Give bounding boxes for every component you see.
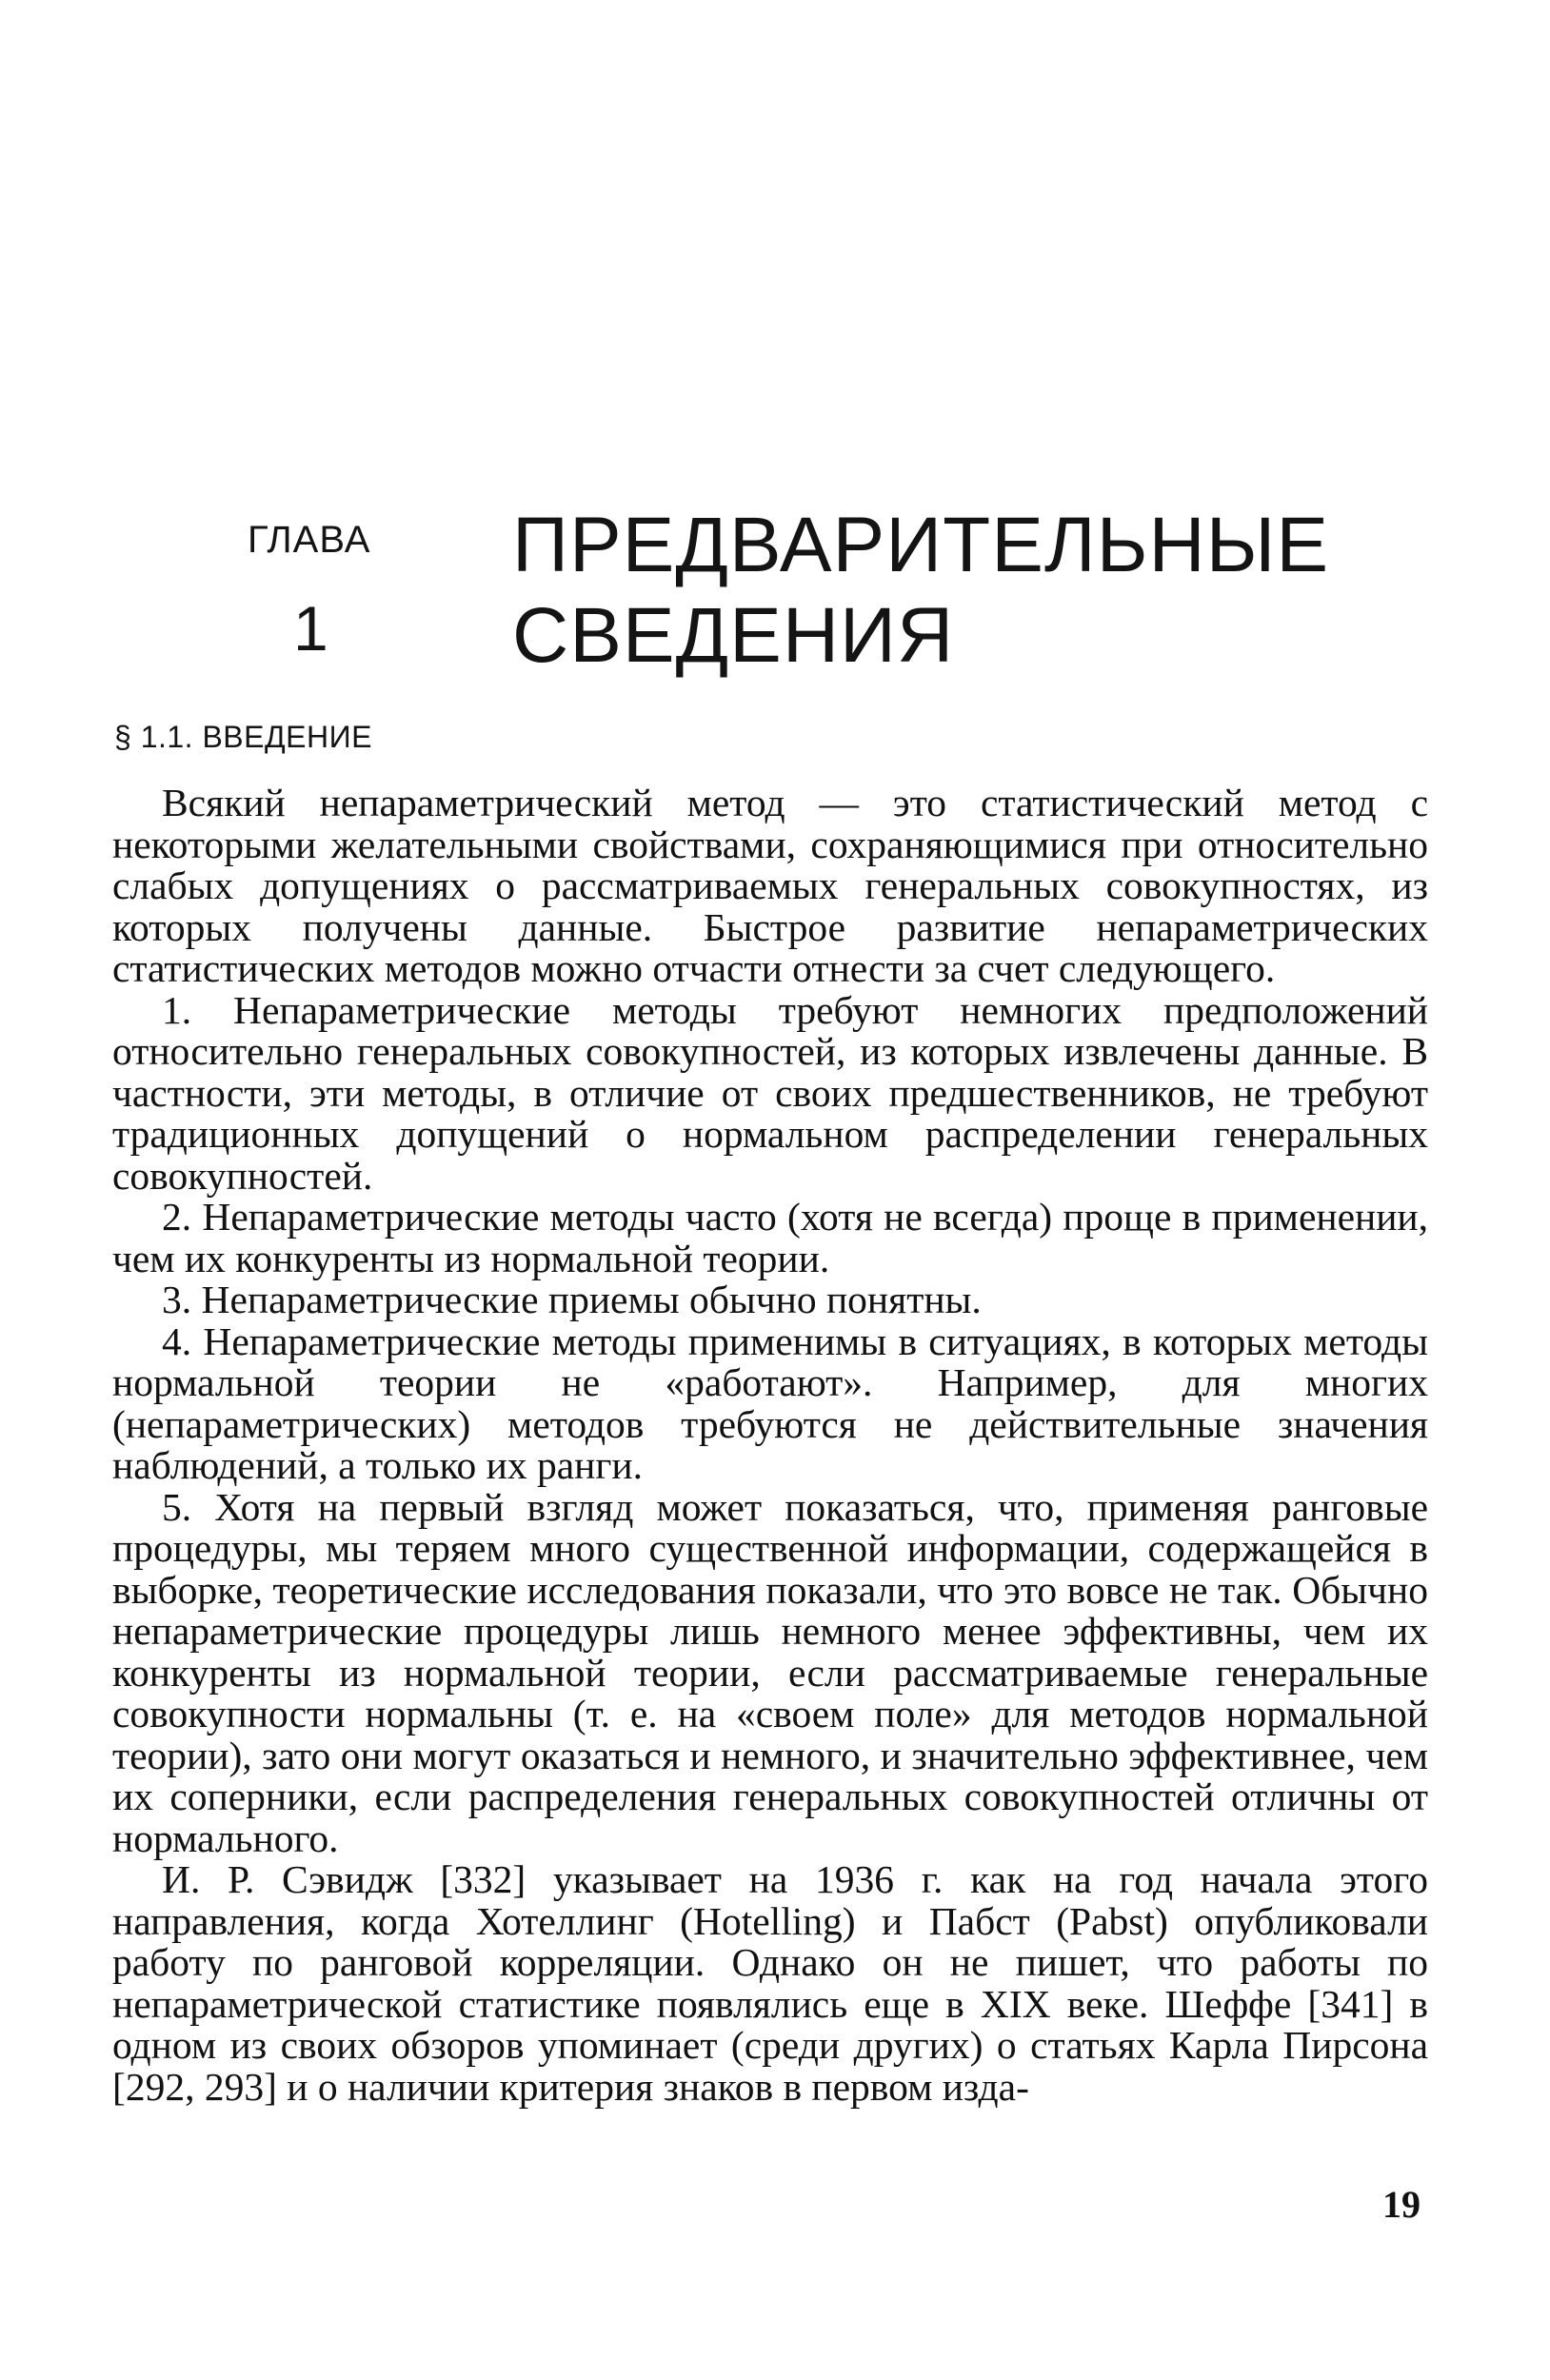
body-text (112, 783, 1428, 2108)
page-number: 19 (1382, 2183, 1421, 2226)
section-heading: § 1.1. ВВЕДЕНИЕ (114, 720, 372, 754)
paragraph-intro: Всякий непараметрический метод — это статистический метод с некоторыми желательными свойствами, сохраняющимися при относительно слабых допущениях о рассматриваемых генеральных совокупностях, из которых получены данные. Быстрое развитие непараметрических статистических методов можно отчасти отнести за счет следующего. (112, 781, 1428, 990)
paragraph-item-4: 4. Непараметрические методы применимы в ситуациях, в которых методы нормальной теории не «работают». Например, для многих (непараметрических) методов требуются не действительные значения наблюдений, а только их ранги. (112, 1319, 1428, 1487)
paragraph-item-1: 1. Непараметрические методы требуют немногих предположений относительно генеральных совокупностей, из которых извлечены данные. В частности, эти методы, в отличие от своих предшественников, не требуют традиционных допущений о нормальном распределении генеральных совокупностей. (112, 987, 1428, 1198)
paragraph-history: И. Р. Сэвидж [332] указывает на 1936 г. как на год начала этого направления, когда Хотеллинг (Hotelling) и Пабст (Pabst) опубликовали работу по ранговой корреляции. Однако он не пишет, что работы по непараметрической статистике появлялись еще в XIX веке. Шеффе [341] в одном из своих обзоров упоминает (среди других) о статьях Карла Пирсона [292, 293] и о наличии критерия знаков в первом изда- (112, 1857, 1428, 2109)
chapter-title-line-2: СВЕДЕНИЯ (512, 592, 955, 679)
chapter-title-line-1: ПРЕДВАРИТЕЛЬНЫЕ (512, 502, 1330, 588)
paragraph-item-3: 3. Непараметрические приемы обычно понятны. (162, 1278, 982, 1321)
paragraph-item-2: 2. Непараметрические методы часто (хотя не всегда) проще в применении, чем их конкуренты из нормальной теории. (112, 1195, 1428, 1280)
chapter-title (512, 500, 1369, 681)
chapter-label: ГЛАВА (248, 519, 371, 561)
paragraph-item-5: 5. Хотя на первый взгляд может показаться, что, применяя ранговые процедуры, мы теряем много существенной информации, содержащейся в выборке, теоретические исследования показали, что это вовсе не так. Обычно непараметрические процедуры лишь немного менее эффективны, чем их конкуренты из нормальной теории, если рассматриваемые генеральные совокупности нормальны (т. е. на «своем поле» для методов нормальной теории), зато они могут оказаться и немного, и значительно эффективнее, чем их соперники, если распределения генеральных совокупностей отличны от нормального. (112, 1484, 1428, 1860)
chapter-number: 1 (293, 593, 328, 664)
